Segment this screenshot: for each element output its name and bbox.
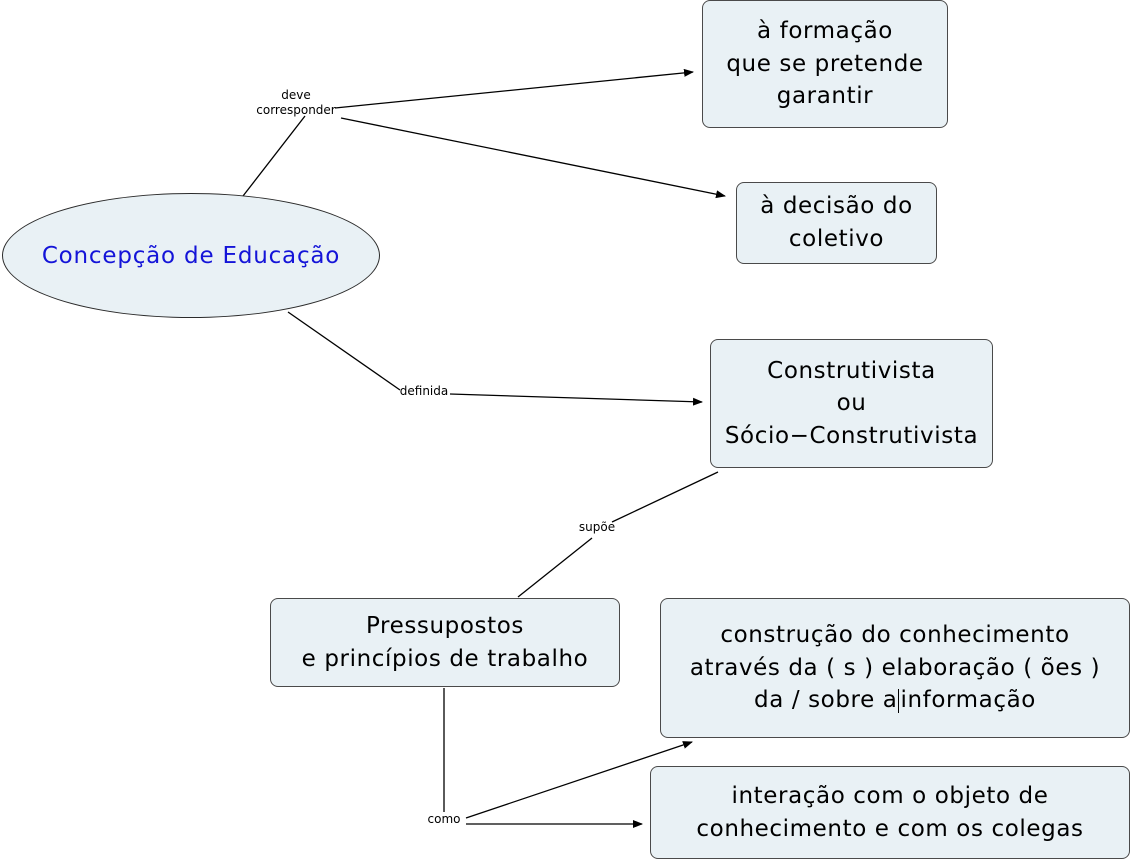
edge-definida-to-construtivista	[450, 394, 702, 402]
node-construcao-conhecimento-line-2: através da ( s ) elaboração ( ões )	[689, 654, 1101, 681]
edge-label-como	[422, 812, 466, 827]
edge-central-to-definida	[288, 312, 400, 390]
edge-label-supoe	[574, 520, 620, 535]
node-construcao-conhecimento-line-3	[754, 684, 1036, 717]
edge-label-deve-corresponder	[248, 88, 344, 118]
node-concepcao-de-educacao-label: Concepção de Educação	[41, 242, 341, 269]
edge-label-definida	[396, 384, 452, 399]
edge-label-deve-corresponder-line-1: deve	[281, 88, 311, 102]
node-coletivo-line-2: coletivo	[788, 226, 885, 252]
node-construtivista-line-2: ou	[836, 390, 867, 417]
node-concepcao-de-educacao[interactable]	[2, 193, 380, 318]
edge-label-definida-text: definida	[399, 384, 449, 398]
edge-supoe-to-pressupostos	[518, 538, 592, 597]
node-formacao-line-1: à formação	[757, 18, 893, 45]
node-coletivo[interactable]	[736, 182, 937, 264]
edge-central-to-deve-corresponder	[243, 116, 305, 196]
edge-deve-corresponder-to-formacao	[335, 72, 693, 108]
edge-deve-corresponder-to-coletivo	[341, 118, 725, 196]
node-coletivo-line-1: à decisão do	[760, 193, 913, 220]
node-formacao-line-3: garantir	[776, 83, 874, 110]
node-interacao[interactable]	[650, 766, 1130, 859]
edge-label-como-text: como	[427, 812, 461, 826]
node-interacao-line-2: conhecimento e com os colegas	[696, 815, 1084, 842]
edge-construtivista-to-supoe	[612, 472, 718, 522]
node-interacao-line-1: interação com o objeto de	[731, 782, 1049, 809]
node-construtivista-line-1: Construtivista	[767, 357, 936, 384]
node-pressupostos-line-1: Pressupostos	[365, 612, 525, 639]
node-formacao[interactable]	[702, 0, 948, 128]
edge-label-deve-corresponder-line-2: corresponder	[256, 103, 336, 117]
node-construcao-conhecimento-line-1: construção do conhecimento	[720, 622, 1070, 649]
node-pressupostos-line-2: e princípios de trabalho	[301, 645, 589, 672]
node-pressupostos[interactable]	[270, 598, 620, 687]
node-construcao-conhecimento-line-3-head: da / sobre a	[754, 687, 898, 714]
node-construcao-conhecimento[interactable]	[660, 598, 1130, 738]
node-formacao-line-2: que se pretende	[726, 50, 924, 77]
node-construtivista-line-3: Sócio−Construtivista	[724, 422, 979, 449]
node-construtivista[interactable]	[710, 339, 993, 468]
node-construcao-conhecimento-line-3-tail: informação	[900, 687, 1036, 714]
edge-label-supoe-text: supõe	[578, 520, 616, 534]
